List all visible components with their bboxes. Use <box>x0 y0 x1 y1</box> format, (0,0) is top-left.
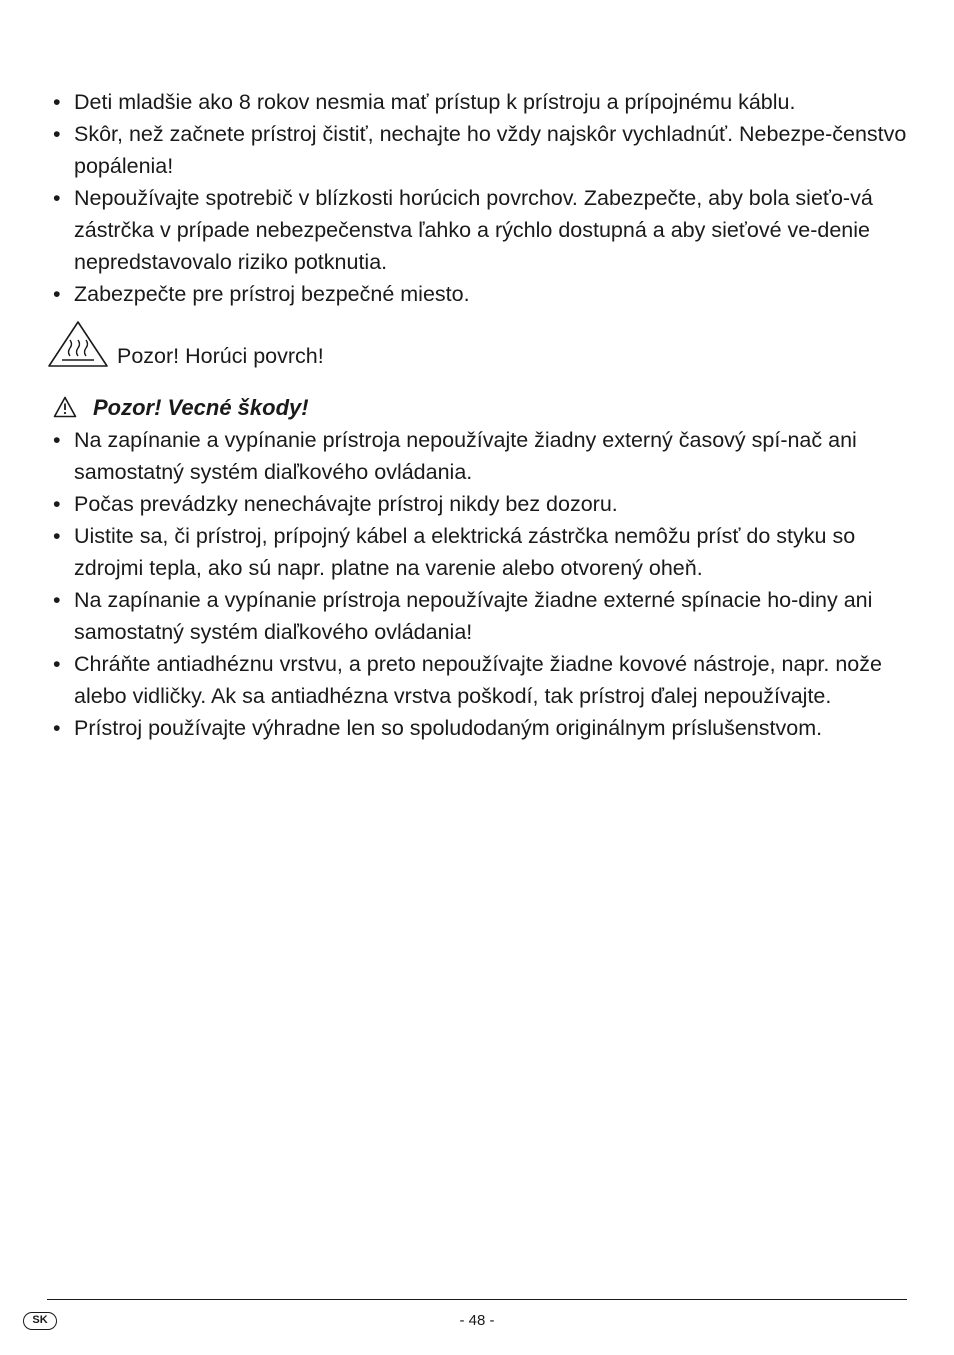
safety-list-general <box>47 86 912 310</box>
list-item: • Na zapínanie a vypínanie prístroja nepoužívajte žiadne externé spínacie ho-diny ani samostatný systém diaľkového ovládania! <box>47 584 912 648</box>
heading-text: Pozor! Vecné škody! <box>93 395 309 420</box>
language-badge: SK <box>23 1312 57 1330</box>
page-number: - 48 - <box>459 1312 495 1329</box>
list-item: • Deti mladšie ako 8 rokov nesmia mať prístup k prístroju a prípojnému káblu. <box>47 86 912 118</box>
list-item: • Prístroj používajte výhradne len so spoludodaným originálnym príslušenstvom. <box>47 712 912 744</box>
list-item: • Počas prevádzky nenechávajte prístroj nikdy bez dozoru. <box>47 488 912 520</box>
list-item: • Nepoužívajte spotrebič v blízkosti horúcich povrchov. Zabezpečte, aby bola sieťo-vá zástrčka v prípade nebezpečenstva ľahko a rýchlo dostupná a aby sieťové ve-denie nepredstavovalo riziko potknutia. <box>47 182 912 278</box>
hot-surface-warning <box>47 320 647 372</box>
list-item: • Chráňte antiadhéznu vrstvu, a preto nepoužívajte žiadne kovové nástroje, napr. nože alebo vidličky. Ak sa antiadhézna vrstva poškodí, tak prístroj ďalej nepoužívajte. <box>47 648 912 712</box>
list-item: • Na zapínanie a vypínanie prístroja nepoužívajte žiadny externý časový spí-nač ani samostatný systém diaľkového ovládania. <box>47 424 912 488</box>
list-item: • Zabezpečte pre prístroj bezpečné miesto. <box>47 278 912 310</box>
footer-divider <box>47 1299 907 1300</box>
warning-triangle-icon <box>53 396 77 418</box>
hot-surface-icon <box>47 320 109 368</box>
list-item: • Skôr, než začnete prístroj čistiť, nechajte ho vždy najskôr vychladnúť. Nebezpe-čenstvo popálenia! <box>47 118 912 182</box>
hot-surface-text: Pozor! Horúci povrch! <box>117 344 324 368</box>
list-item: • Uistite sa, či prístroj, prípojný kábel a elektrická zástrčka nemôžu prísť do styku so zdrojmi tepla, ako sú napr. platne na varenie alebo otvorený oheň. <box>47 520 912 584</box>
safety-list-property <box>47 424 912 744</box>
property-damage-heading <box>53 392 553 426</box>
